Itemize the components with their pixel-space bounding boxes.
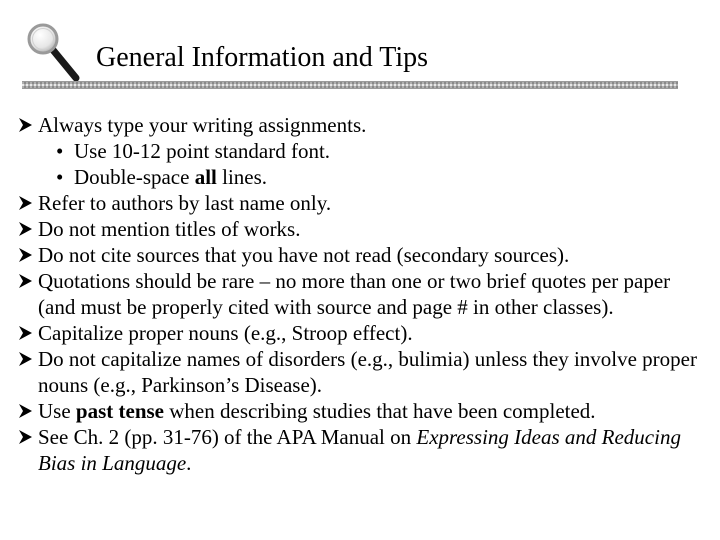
- bullet-item: [18, 320, 708, 346]
- text-run: See Ch. 2 (pp. 31-76) of the APA Manual on: [38, 425, 417, 449]
- bullet-list: [18, 112, 708, 476]
- text-run: Use 10-12 point standard font.: [74, 139, 331, 163]
- arrow-bullet-icon: [18, 222, 33, 236]
- bullet-item: [18, 216, 708, 242]
- arrow-bullet-icon: [18, 430, 33, 444]
- bullet-text: Always type your writing assignments.: [38, 113, 367, 137]
- bullet-item: [18, 424, 708, 476]
- bullet-item: [18, 346, 708, 398]
- arrow-bullet-icon: [18, 352, 33, 366]
- text-run: past tense: [75, 399, 165, 423]
- bullet-text: Capitalize proper nouns (e.g., Stroop effect).: [38, 321, 413, 345]
- bullet-item: [18, 398, 708, 424]
- text-run: all: [194, 165, 217, 189]
- dot-bullet: •: [56, 139, 64, 163]
- bullet-text: Refer to authors by last name only.: [38, 191, 332, 215]
- bullet-text: Do not capitalize names of disorders (e.g., bulimia) unless they involve proper nouns (e.g., Parkinson’s Disease).: [38, 347, 697, 397]
- text-run: .: [186, 451, 192, 475]
- arrow-bullet-icon: [18, 248, 33, 262]
- title-divider: [22, 80, 678, 90]
- sub-bullet-item: [18, 138, 708, 164]
- text-run: Use: [38, 399, 76, 423]
- sub-bullet-item: [18, 164, 708, 190]
- arrow-bullet-icon: [18, 196, 33, 210]
- bullet-item: [18, 242, 708, 268]
- bullet-text: [38, 399, 596, 423]
- text-run: lines.: [216, 165, 268, 189]
- arrow-bullet-icon: [18, 118, 33, 132]
- arrow-bullet-icon: [18, 404, 33, 418]
- sub-bullet-text: [74, 165, 267, 189]
- bullet-text: Do not cite sources that you have not read (secondary sources).: [38, 243, 570, 267]
- bullet-text: Quotations should be rare – no more than one or two brief quotes per paper (and must be properly cited with source and page # in other classes).: [38, 269, 671, 319]
- page-title: General Information and Tips: [96, 42, 429, 73]
- magnifying-glass-icon: [26, 22, 82, 84]
- text-run: Expressing Ideas and Reducing Bias in Language: [38, 425, 681, 475]
- bullet-item: [18, 112, 708, 138]
- bullet-item: [18, 190, 708, 216]
- bullet-text: [38, 425, 681, 475]
- text-run: Double-space: [74, 165, 195, 189]
- arrow-bullet-icon: [18, 274, 33, 288]
- dot-bullet: •: [56, 165, 64, 189]
- sub-bullet-text: [74, 139, 330, 163]
- bullet-item: [18, 268, 708, 320]
- text-run: when describing studies that have been completed.: [164, 399, 596, 423]
- bullet-text: Do not mention titles of works.: [38, 217, 301, 241]
- arrow-bullet-icon: [18, 326, 33, 340]
